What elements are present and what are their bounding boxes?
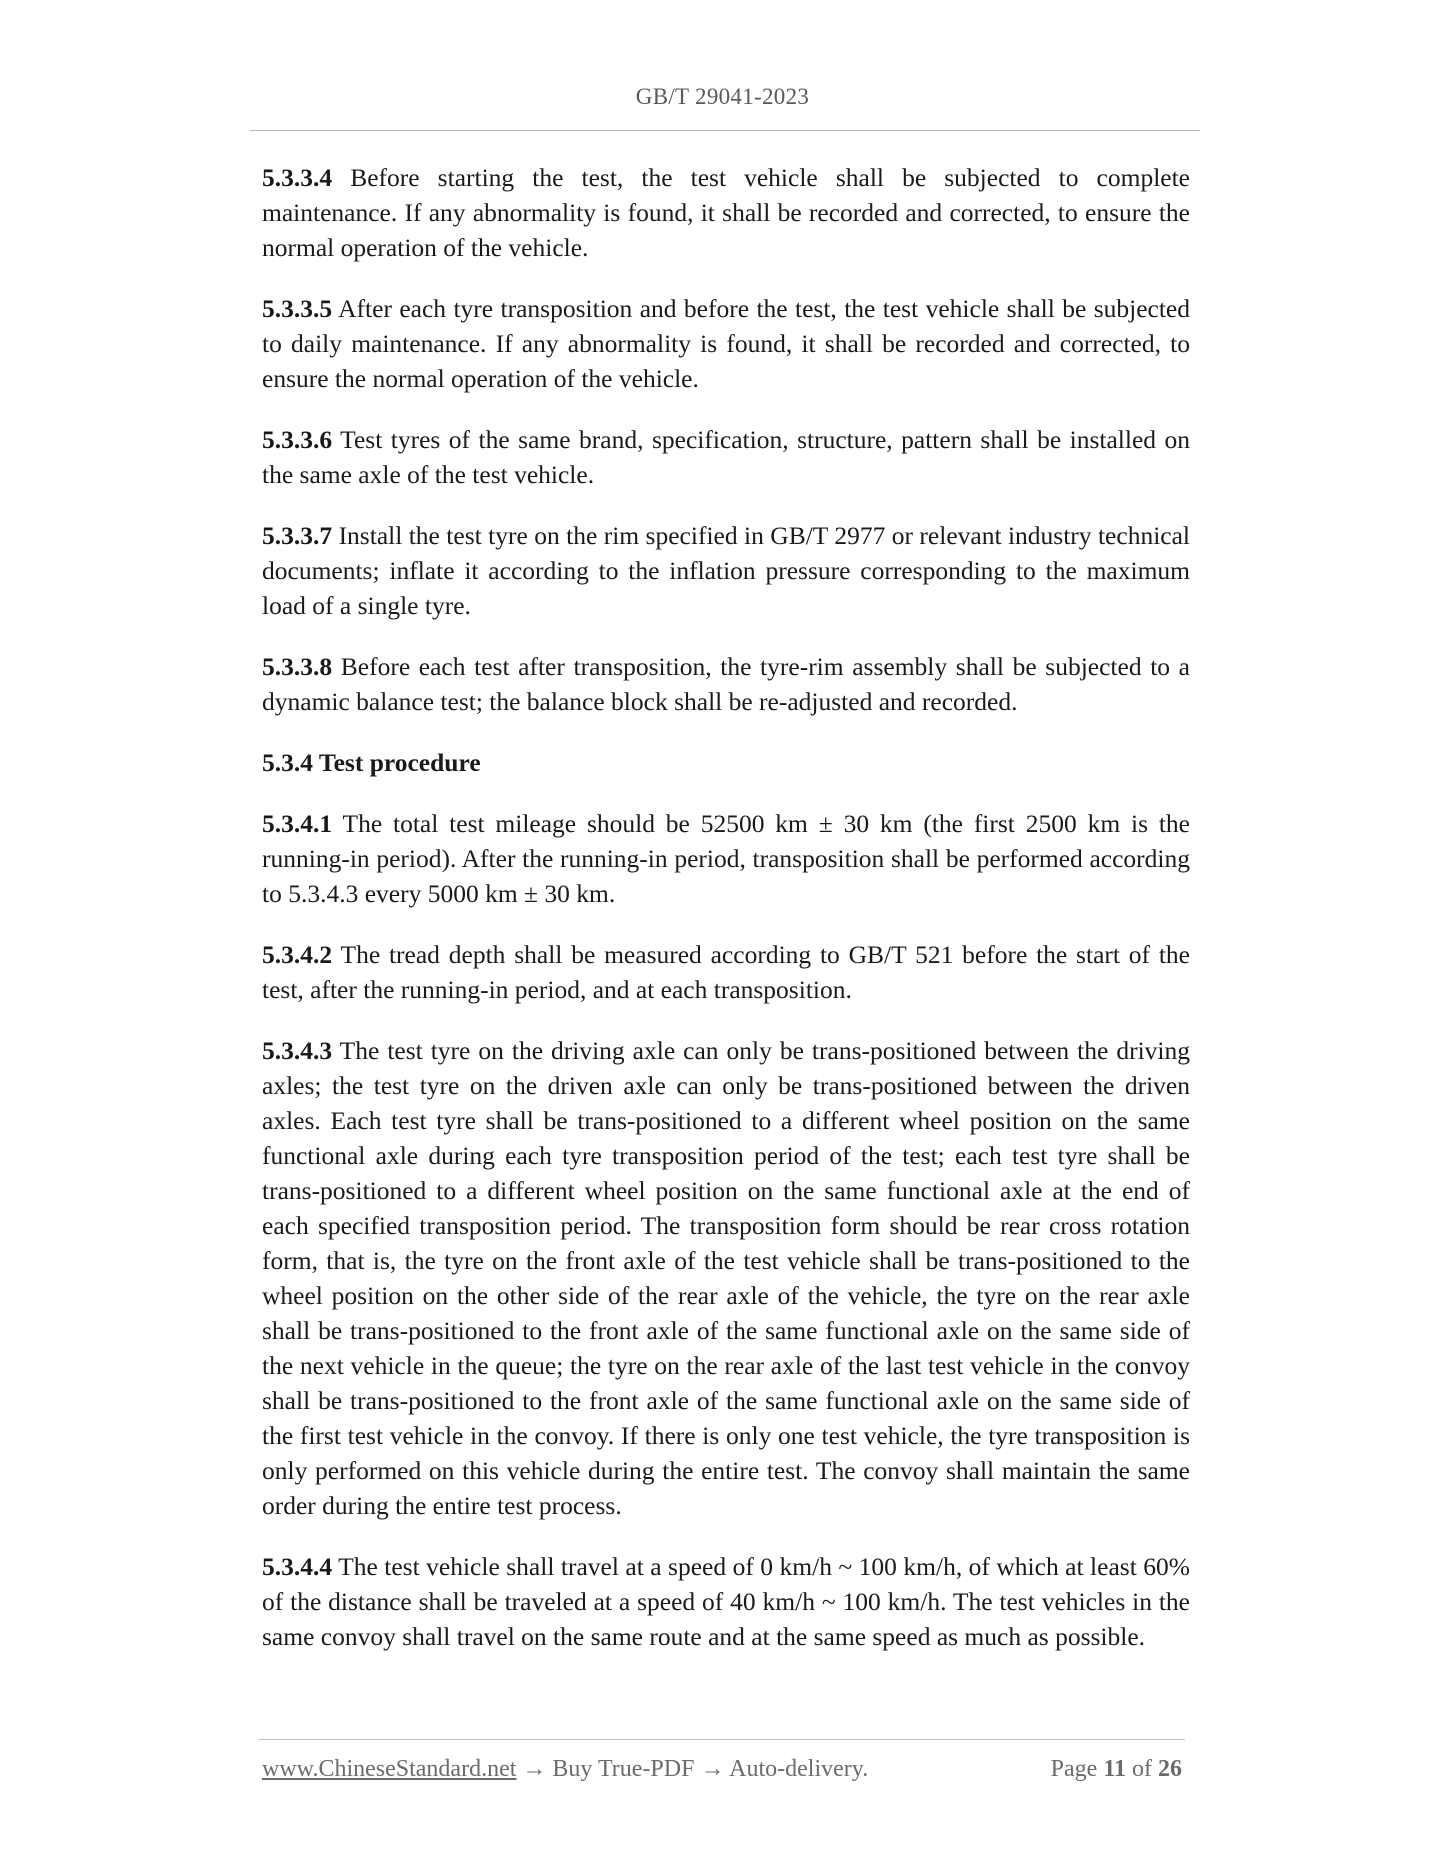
procedure-paragraph bbox=[262, 806, 1190, 911]
procedure-paragraph bbox=[262, 937, 1190, 1007]
clause-number: 5.3.4.4 bbox=[262, 1552, 333, 1581]
page-label: Page bbox=[1050, 1756, 1098, 1782]
clause-paragraph bbox=[262, 422, 1190, 492]
footer-divider bbox=[258, 1739, 1185, 1740]
clause-paragraph bbox=[262, 291, 1190, 396]
clause-text: Before starting the test, the test vehicle shall be subjected to complete maintenance. If any abnormality is found, it shall be recorded and corrected, to ensure the normal operation of the vehicle. bbox=[262, 163, 1191, 262]
clause-text: Install the test tyre on the rim specified in GB/T 2977 or relevant industry technical documents; inflate it according to the inflation pressure corresponding to the maximum load of a single tyre. bbox=[262, 521, 1191, 620]
header-divider bbox=[250, 130, 1200, 131]
clause-text: Test tyres of the same brand, specification, structure, pattern shall be installed on the same axle of the test vehicle. bbox=[262, 425, 1190, 489]
clause-paragraph bbox=[262, 160, 1190, 265]
clause-number: 5.3.3.5 bbox=[262, 294, 333, 323]
procedure-paragraph bbox=[262, 1033, 1190, 1523]
clause-number: 5.3.4.3 bbox=[262, 1036, 333, 1065]
clause-number: 5.3.4.2 bbox=[262, 940, 333, 969]
clause-number: 5.3.3.8 bbox=[262, 652, 333, 681]
clause-paragraph bbox=[262, 518, 1190, 623]
clause-number: 5.3.3.7 bbox=[262, 521, 333, 550]
clause-text: After each tyre transposition and before the test, the test vehicle shall be subjected to daily maintenance. If any abnormality is found, it shall be recorded and corrected, to ensure the normal operation of the vehicle. bbox=[262, 294, 1190, 393]
page-number bbox=[1051, 1756, 1182, 1783]
clause-number: 5.3.4.1 bbox=[262, 809, 333, 838]
buy-pdf-text: Buy True-PDF bbox=[552, 1756, 695, 1782]
clause-paragraph bbox=[262, 649, 1190, 719]
page-total: 26 bbox=[1158, 1756, 1182, 1782]
clause-text: Before each test after transposition, the tyre-rim assembly shall be subjected to a dynamic balance test; the balance block shall be re-adjusted and recorded. bbox=[262, 652, 1190, 716]
clause-text: The test vehicle shall travel at a speed of 0 km/h ~ 100 km/h, of which at least 60% of the distance shall be traveled at a speed of 40 km/h ~ 100 km/h. The test vehicles in the same convoy shall travel on the same route and at the same speed as much as possible. bbox=[262, 1552, 1190, 1651]
page-current: 11 bbox=[1103, 1756, 1126, 1782]
clause-text: The test tyre on the driving axle can only be trans-positioned between the driving axles; the test tyre on the driven axle can only be trans-positioned between the driven axles. Each test tyre shall be trans-positioned to a different wheel position on the same functional axle during each tyre transposition period of the test; each test tyre shall be trans-positioned to a different wheel position on the same functional axle at the end of each specified transposition period. The transposition form should be rear cross rotation form, that is, the tyre on the front axle of the test vehicle shall be trans-positioned to the wheel position on the other side of the rear axle of the vehicle, the tyre on the rear axle shall be trans-positioned to the front axle of the same functional axle on the same side of the next vehicle in the queue; the tyre on the rear axle of the last test vehicle in the convoy shall be trans-positioned to the front axle of the same functional axle on the same side of the first test vehicle in the convoy. If there is only one test vehicle, the tyre transposition is only performed on this vehicle during the entire test. The convoy shall maintain the same order during the entire test process. bbox=[262, 1036, 1190, 1520]
website-link[interactable]: www.ChineseStandard.net bbox=[262, 1756, 517, 1782]
section-heading: 5.3.4 Test procedure bbox=[262, 748, 481, 777]
footer-promo bbox=[262, 1756, 868, 1783]
arrow-right-icon: → bbox=[522, 1756, 547, 1782]
arrow-right-icon: → bbox=[700, 1756, 725, 1782]
clause-number: 5.3.3.4 bbox=[262, 163, 333, 192]
auto-delivery-text: Auto-delivery. bbox=[729, 1756, 869, 1782]
clause-text: The total test mileage should be 52500 km ± 30 km (the first 2500 km is the running-in period). After the running-in period, transposition shall be performed according to 5.3.4.3 every 5000 km ± 30 km. bbox=[262, 809, 1191, 908]
document-body bbox=[262, 160, 1190, 1680]
procedure-paragraph bbox=[262, 1549, 1190, 1654]
clause-text: The tread depth shall be measured according to GB/T 521 before the start of the test, after the running-in period, and at each transposition. bbox=[262, 940, 1190, 1004]
page-of-label: of bbox=[1132, 1756, 1152, 1782]
clause-number: 5.3.3.6 bbox=[262, 425, 333, 454]
document-header-title: GB/T 29041-2023 bbox=[635, 84, 810, 109]
